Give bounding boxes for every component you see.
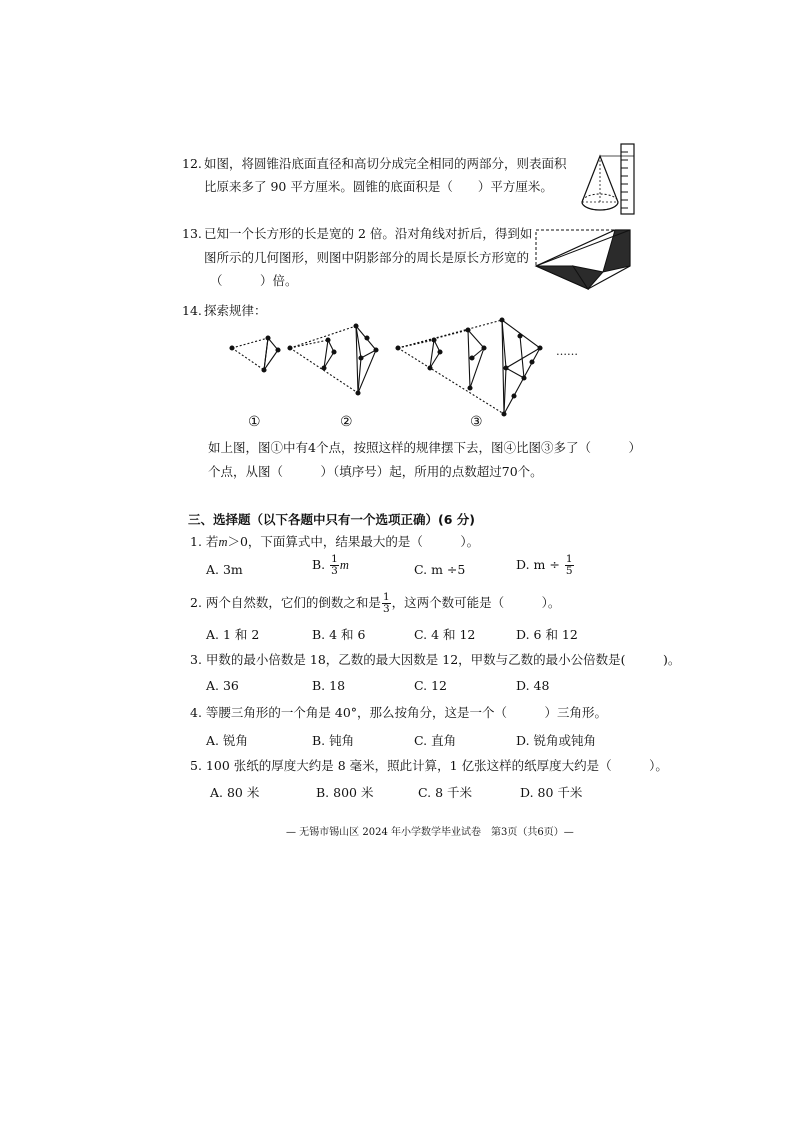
mc1-option-c: C. m ÷5	[414, 562, 466, 577]
cone-ruler-figure	[578, 140, 640, 218]
mc3-option-b: B. 18	[312, 678, 346, 693]
figure-label-2: ②	[340, 414, 353, 430]
mc4-option-c: C. 直角	[414, 733, 457, 748]
pattern-figure-3	[396, 318, 542, 416]
mc4-option-d: D. 锐角或钝角	[516, 733, 597, 748]
q12-number: 12.	[182, 156, 202, 171]
q14-title: 探索规律：	[204, 303, 267, 318]
mc1-option-d: D. m ÷ $\frac{1}{5}$	[516, 553, 573, 577]
folded-rectangle-figure	[533, 227, 635, 295]
pattern-ellipsis: ……	[556, 345, 578, 358]
mc2-stem: 2. 两个自然数，它们的倒数之和是 $\frac{1}{3}$ ，这两个数可能是（ ）。	[190, 591, 561, 615]
q12-line1: 如图，将圆锥沿底面直径和高切分成完全相同的两部分，则表面积	[204, 156, 567, 171]
mc5-option-d: D. 80 千米	[520, 785, 583, 800]
q14-line1: 如上图，图①中有4个点，按照这样的规律摆下去，图④比图③多了（ ）	[208, 440, 641, 455]
mc2-option-c: C. 4 和 12	[414, 627, 476, 642]
q13-line3: （ ）倍。	[210, 273, 298, 288]
q14-number: 14.	[182, 303, 202, 318]
figure-label-3: ③	[470, 414, 483, 430]
mc1-option-b: B. $\frac{1}{3}$ m	[312, 553, 349, 577]
dot-pattern-figure	[226, 318, 566, 418]
q13-number: 13.	[182, 226, 202, 241]
mc1-option-a: A. 3m	[206, 562, 243, 577]
mc5-stem: 5. 100 张纸的厚度大约是 8 毫米，照此计算，1 亿张这样的纸厚度大约是（ ）。	[190, 758, 668, 773]
mc2-option-a: A. 1 和 2	[206, 627, 260, 642]
q13-line1: 已知一个长方形的长是宽的 2 倍。沿对角线对折后，得到如	[204, 226, 533, 241]
q12-line2: 比原来多了 90 平方厘米。圆锥的底面积是（ ）平方厘米。	[204, 179, 553, 194]
mc3-option-d: D. 48	[516, 678, 550, 693]
section-3-title: 三、选择题（以下各题中只有一个选项正确）(6 分)	[188, 512, 475, 527]
mc5-option-c: C. 8 千米	[418, 785, 472, 800]
mc5-option-b: B. 800 米	[316, 785, 374, 800]
mc4-option-a: A. 锐角	[206, 733, 248, 748]
pattern-figure-2	[288, 324, 378, 395]
page-footer: — 无锡市锡山区 2024 年小学数学毕业试卷 第3页（共6页）—	[286, 827, 574, 838]
mc5-option-a: A. 80 米	[210, 785, 260, 800]
mc2-option-b: B. 4 和 6	[312, 627, 366, 642]
pattern-figure-1	[230, 336, 280, 372]
q13-line2: 图所示的几何图形，则图中阴影部分的周长是原长方形宽的	[204, 250, 530, 265]
mc3-option-c: C. 12	[414, 678, 447, 693]
q14-line2: 个点，从图（ ）（填序号）起，所用的点数超过70个。	[208, 464, 543, 479]
mc1-stem: 1. 若m＞0，下面算式中，结果最大的是（ ）。	[190, 534, 480, 549]
figure-label-1: ①	[248, 414, 261, 430]
mc2-option-d: D. 6 和 12	[516, 627, 578, 642]
mc3-option-a: A. 36	[206, 678, 239, 693]
mc4-option-b: B. 钝角	[312, 733, 355, 748]
mc3-stem: 3. 甲数的最小倍数是 18，乙数的最大因数是 12，甲数与乙数的最小公倍数是( )。	[190, 652, 681, 667]
mc4-stem: 4. 等腰三角形的一个角是 40°，那么按角分，这是一个（ ）三角形。	[190, 705, 608, 720]
